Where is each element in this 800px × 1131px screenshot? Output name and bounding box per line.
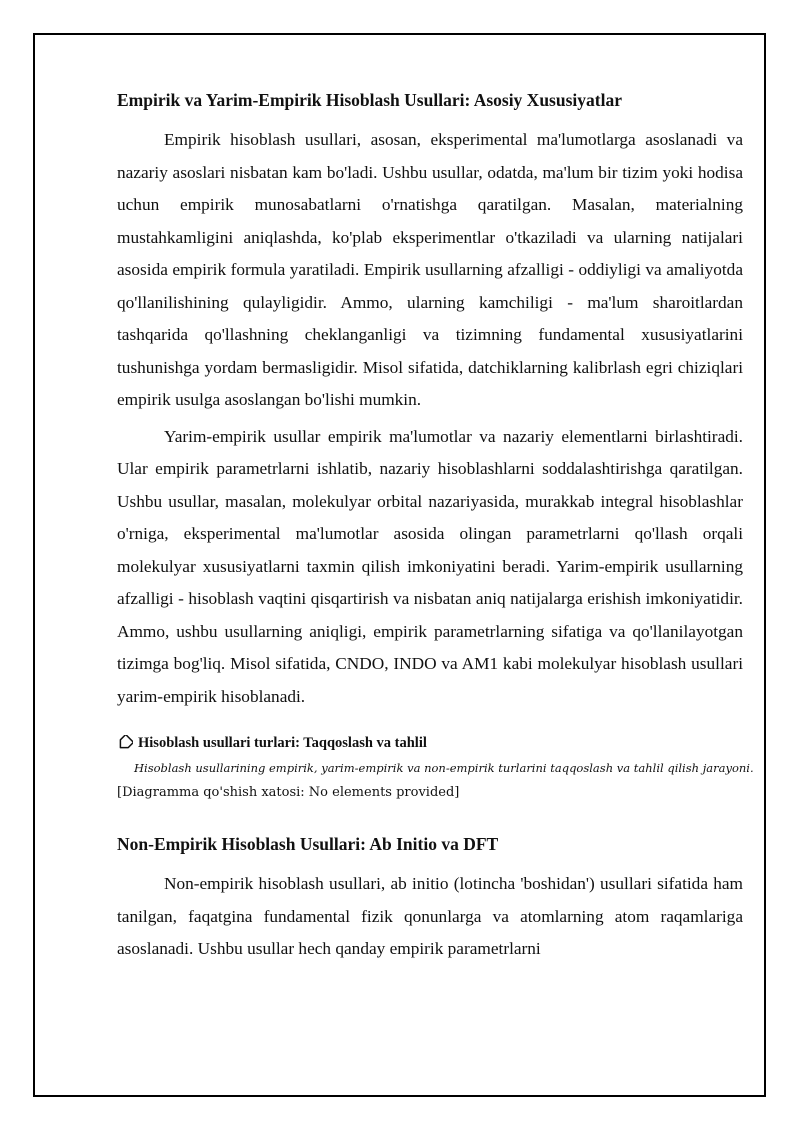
paragraph-non-empirical-methods: Non-empirik hisoblash usullari, ab initio (lotincha 'boshidan') usullari sifatida ham tanilgan, faqatgina fundamental fizik qonunlarga va atomlarning atom raqamlariga asoslanadi. Ushbu usullar hech qanday empirik parametrlarni	[117, 874, 743, 958]
document-content	[117, 89, 754, 970]
diagram-title: Hisoblash usullari turlari: Taqqoslash va tahlil	[138, 735, 427, 751]
diagram-title-row	[117, 733, 743, 753]
section-heading-non-empirical: Non-Empirik Hisoblash Usullari: Ab Initio va DFT	[117, 834, 499, 854]
paragraph-semi-empirical-methods: Yarim-empirik usullar empirik ma'lumotlar va nazariy elementlarni birlashtiradi. Ular empirik parametrlarni ishlatib, nazariy hisoblashlarni soddalashtirishga qaratilgan. Ushbu usullar, masalan, molekulyar orbital nazariyasida, murakkab integral hisoblashlar o'rniga, eksperimental ma'lumotlar asosida olingan parametrlarni qo'llash orqali molekulyar xususiyatlarni taxmin qilish imkoniyatini beradi. Yarim-empirik usullarning afzalligi - hisoblash vaqtini qisqartirish va nisbatan aniq natijalarga erishish imkoniyatidir. Ammo, ushbu usullarning aniqligi, empirik parametrlarning sifatiga va qo'llanilayotgan tizimga bog'liq. Misol sifatida, CNDO, INDO va AM1 kabi molekulyar hisoblash usullari yarim-empirik hisoblanadi.	[117, 426, 743, 706]
diagram-caption: Hisoblash usullarining empirik, yarim-empirik va non-empirik turlarini taqqoslash va tahlil qilish jarayoni.	[134, 761, 754, 775]
diagram-placeholder	[117, 733, 754, 803]
diagram-error-message: [Diagramma qo'shish xatosi: No elements provided]	[117, 785, 460, 800]
page-frame	[33, 33, 766, 1097]
tag-icon	[117, 735, 133, 751]
paragraph-empirical-methods: Empirik hisoblash usullari, asosan, eksperimental ma'lumotlarga asoslanadi va nazariy asoslari nisbatan kam bo'ladi. Ushbu usullar, odatda, ma'lum bir tizim yoki hodisa uchun empirik munosabatlarni o'rnatishga qaratilgan. Masalan, materialning mustahkamligini aniqlashda, ko'plab eksperimentlar o'tkaziladi va ularning natijalari asosida empirik formula yaratiladi. Empirik usullarning afzalligi - oddiyligi va amaliyotda qo'llanilishining qulayligidir. Ammo, ularning kamchiligi - ma'lum sharoitlardan tashqarida qo'llashning cheklanganligi va tizimning fundamental xususiyatlarini tushunishga yordam bermasligidir. Misol sifatida, datchiklarning kalibrlash egri chiziqlari empirik usulga asoslangan bo'lishi mumkin.	[117, 130, 743, 409]
section-heading-empirical: Empirik va Yarim-Empirik Hisoblash Usullari: Asosiy Xususiyatlar	[117, 90, 622, 110]
